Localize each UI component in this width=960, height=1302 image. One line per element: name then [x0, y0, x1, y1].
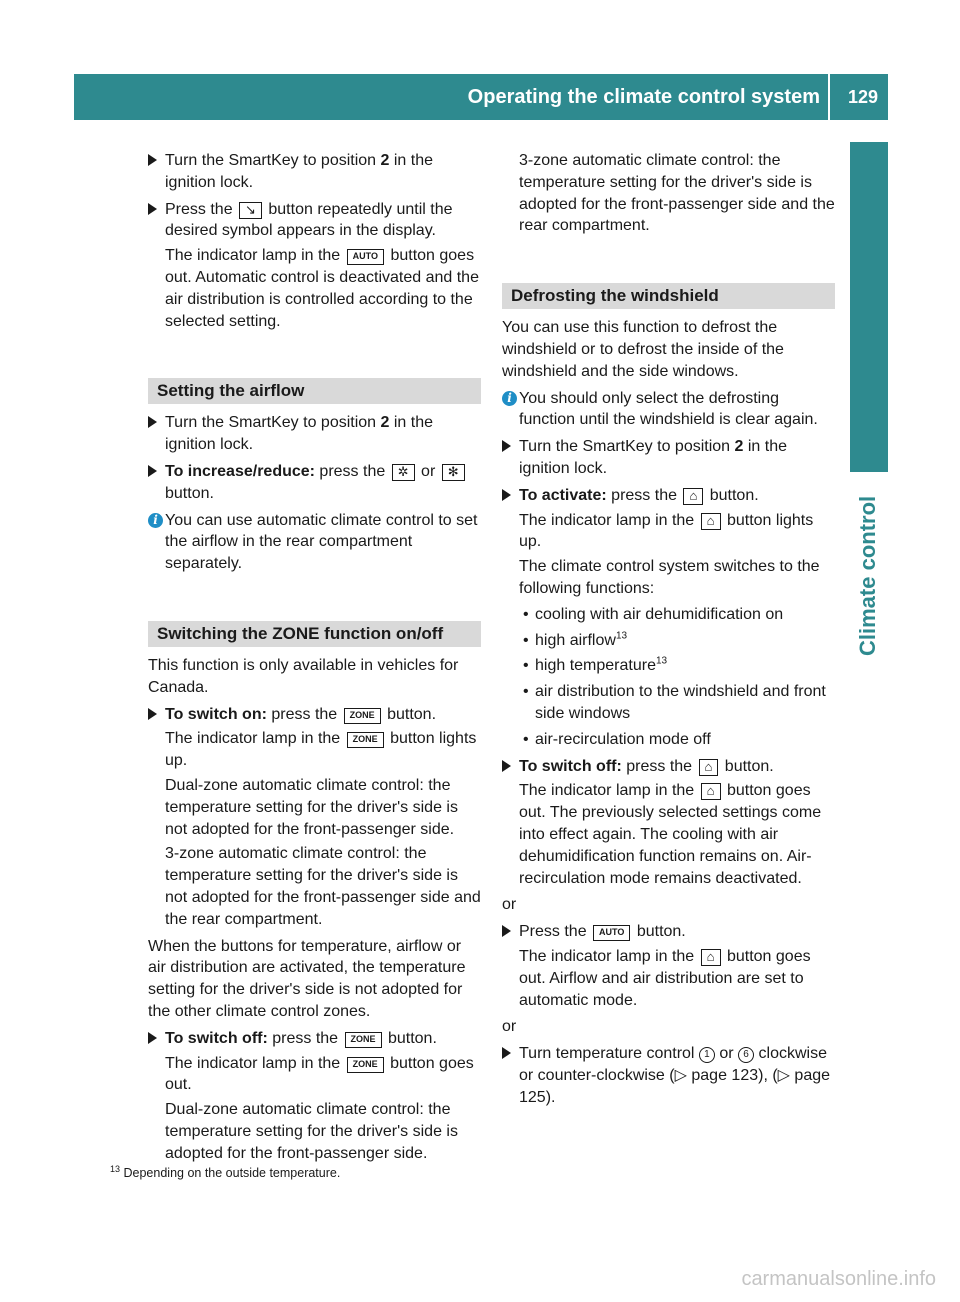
paragraph: When the buttons for temperature, airflow or air distribution are activated, the temperature setting for the driver's side is not adopted for the other climate control zones.: [148, 937, 466, 1020]
page-ref-arrow-icon: ▷: [777, 1066, 790, 1084]
page-ref-arrow-icon: ▷: [674, 1066, 687, 1084]
step-smartkey: Turn the SmartKey to position 2 in the ignition lock.: [148, 150, 481, 194]
list-item: • air-recirculation mode off: [519, 729, 835, 751]
step-arrow-icon: [148, 203, 157, 215]
right-column: [502, 150, 835, 1113]
list-item: • high airflow$^{13}$: [519, 630, 835, 652]
info-icon: i: [502, 391, 517, 406]
step-increase-reduce: To increase/reduce: press the ✲ or ✻ button.: [148, 461, 481, 505]
air-distribution-icon: ↘: [239, 202, 262, 219]
fan-decrease-icon: ✻: [442, 464, 465, 481]
defrost-max-icon: ⌂: [699, 759, 719, 776]
list-item: • cooling with air dehumidification on: [519, 604, 835, 626]
zone-icon: ZONE: [344, 708, 381, 724]
step-arrow-icon: [502, 925, 511, 937]
auto-icon: AUTO: [593, 925, 630, 941]
step-smartkey: Turn the SmartKey to position 2 in the ignition lock.: [148, 412, 481, 456]
left-column: [148, 150, 481, 1169]
or-text: or: [502, 1018, 517, 1036]
step-activate: To activate: press the ⌂ button. The indicator lamp in the ⌂ button lights up. The climate control system switches to the following functions: • cooling with air dehumidification on • high airflow$^{13}$ • high temperature$^{13}$ • air distribution to the windshield and front side windows • air-recirculation mode off: [502, 485, 835, 751]
step-press-auto: Press the AUTO button. The indicator lamp in the ⌂ button goes out. Airflow and air distribution are set to automatic mode.: [502, 921, 835, 1011]
step-arrow-icon: [148, 465, 157, 477]
info-note: i You should only select the defrosting function until the windshield is clear again.: [502, 388, 835, 432]
header-separator: [828, 74, 830, 120]
info-note: i You can use automatic climate control to set the airflow in the rear compartment separately.: [148, 510, 481, 575]
fan-increase-icon: ✲: [392, 464, 415, 481]
paragraph: This function is only available in vehicles for Canada.: [148, 656, 459, 696]
footnote-ref: 13: [615, 630, 628, 642]
defrost-max-icon: ⌂: [701, 783, 721, 800]
list-item: • air distribution to the windshield and front side windows: [519, 681, 835, 725]
zone-icon: ZONE: [347, 732, 384, 748]
step-arrow-icon: [502, 489, 511, 501]
info-icon: i: [148, 513, 163, 528]
or-text: or: [502, 896, 517, 914]
section-heading-zone: Switching the ZONE function on/off: [148, 621, 481, 647]
paragraph: You can use this function to defrost the windshield or to defrost the inside of the windshield and the side windows.: [502, 319, 784, 380]
step-arrow-icon: [148, 708, 157, 720]
step-continuation: 3-zone automatic climate control: the temperature setting for the driver's side is adopted for the front-passenger side and the rear compartment.: [519, 152, 835, 235]
control-1-icon: 1: [699, 1047, 715, 1063]
defrost-max-icon: ⌂: [701, 949, 721, 966]
zone-icon: ZONE: [347, 1057, 384, 1073]
defrost-max-icon: ⌂: [683, 488, 703, 505]
footnote-ref: 13: [655, 656, 668, 668]
step-press-airdist: Press the ↘ button repeatedly until the desired symbol appears in the display. The indicator lamp in the AUTO button goes out. Automatic control is deactivated and the air distribution is controlled according to the selected setting.: [148, 199, 481, 333]
step-arrow-icon: [148, 416, 157, 428]
defrost-max-icon: ⌂: [701, 513, 721, 530]
zone-icon: ZONE: [345, 1032, 382, 1048]
step-switch-off: To switch off: press the ⌂ button. The indicator lamp in the ⌂ button goes out. The previously selected settings come into effect again. The cooling with air dehumidification function remains on. Air-recirculation mode remains deactivated.: [502, 756, 835, 890]
control-6-icon: 6: [738, 1047, 754, 1063]
footnote: $^{13}$ Depending on the outside temperature.: [110, 1163, 341, 1180]
function-list: [519, 604, 835, 751]
page-header: [74, 74, 888, 120]
step-switch-off: To switch off: press the ZONE button. The indicator lamp in the ZONE button goes out. Dual-zone automatic climate control: the temperature setting for the driver's side is adopted for the front-passenger side.: [148, 1028, 481, 1165]
page-number: 129: [847, 87, 878, 107]
step-arrow-icon: [502, 440, 511, 452]
step-temperature-control: Turn temperature control 1 or 6 clockwise or counter-clockwise (▷ page 123), (▷ page 125).: [502, 1043, 835, 1108]
step-smartkey: Turn the SmartKey to position 2 in the ignition lock.: [502, 436, 835, 480]
watermark: carmanualsonline.info: [741, 1268, 936, 1290]
step-arrow-icon: [148, 1032, 157, 1044]
header-title: Operating the climate control system: [467, 86, 820, 108]
section-heading-defrost: Defrosting the windshield: [502, 283, 835, 309]
section-heading-airflow: Setting the airflow: [148, 378, 481, 404]
step-arrow-icon: [502, 760, 511, 772]
step-arrow-icon: [502, 1047, 511, 1059]
step-switch-on: To switch on: press the ZONE button. The indicator lamp in the ZONE button lights up. Dual-zone automatic climate control: the temperature setting for the driver's side is not adopted for the front-passenger side. 3-zone automatic climate control: the temperature setting for the driver's side is not adopted for the front-passenger side and the rear compartment.: [148, 704, 481, 931]
side-tab-label: Climate control: [855, 495, 880, 656]
auto-icon: AUTO: [347, 249, 384, 265]
step-arrow-icon: [148, 154, 157, 166]
list-item: • high temperature$^{13}$: [519, 655, 835, 677]
side-tab: [850, 142, 888, 472]
